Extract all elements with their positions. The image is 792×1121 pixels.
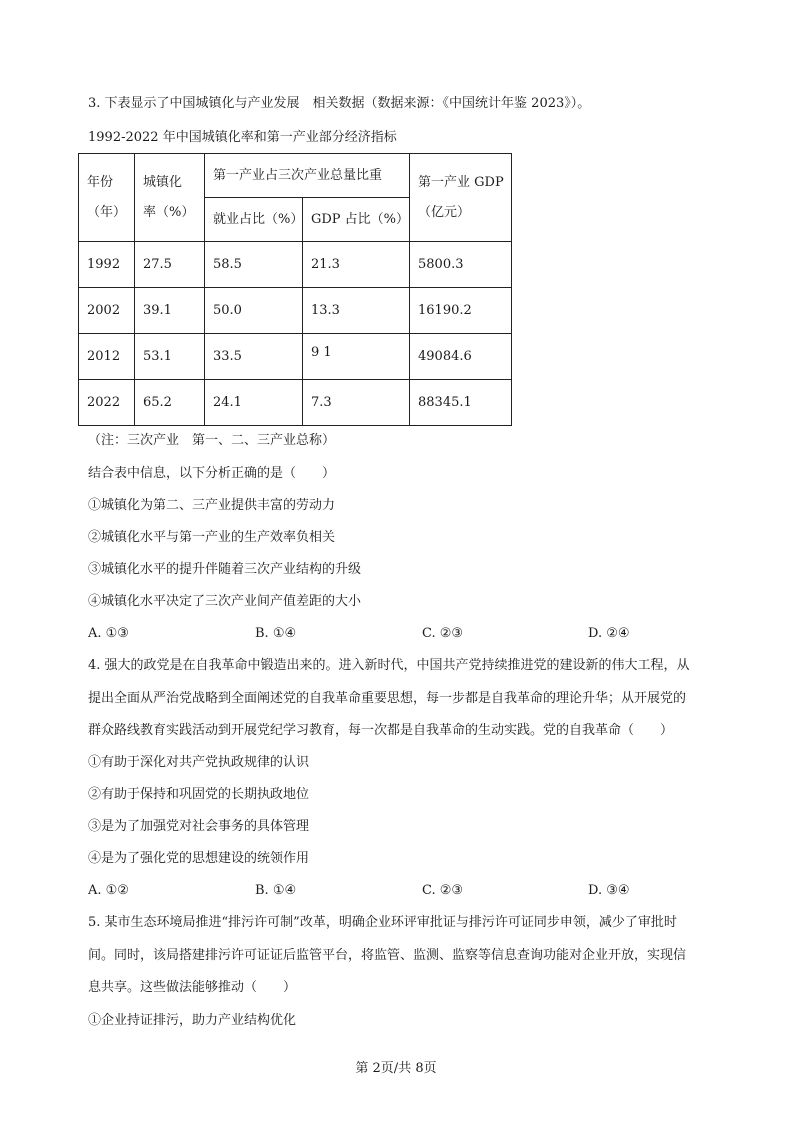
cell-primary-gdp: 16190.2 — [410, 288, 512, 334]
q5-stem-line-2: 间。同时，该局搭建排污许可证证后监管平台，将监管、监测、监察等信息查询功能对企业开放，实现信 — [88, 948, 687, 963]
q4-stem-line-3: 群众路线教育实践活动到开展党纪学习教育，每一次都是自我革命的生动实践。党的自我革命（ ） — [88, 723, 674, 738]
q5-item-1: ①企业持证排污，助力产业结构优化 — [88, 1013, 297, 1028]
header-urbanization: 城镇化 率（%） — [135, 154, 205, 242]
header-primary-share-group: 第一产业占三次产业总量比重 — [205, 154, 410, 198]
q3-item-4: ④城镇化水平决定了三次产业间产值差距的大小 — [88, 594, 362, 609]
q5-stem-line-3: 息共享。这些做法能够推动（ ） — [88, 980, 297, 995]
option-b[interactable]: B. ①④ — [255, 883, 297, 898]
q4-stem-line-1: 4. 强大的政党是在自我革命中锻造出来的。进入新时代，中国共产党持续推进党的建设新的伟大工程，从 — [88, 658, 690, 673]
cell-year: 2002 — [79, 288, 135, 334]
header-gdp-share: GDP 占比（%） — [303, 198, 410, 242]
cell-employment-share: 33.5 — [205, 334, 303, 380]
table-row — [79, 334, 512, 380]
cell-urbanization: 53.1 — [135, 334, 205, 380]
cell-employment-share: 58.5 — [205, 242, 303, 288]
cell-primary-gdp: 49084.6 — [410, 334, 512, 380]
cell-year: 2022 — [79, 380, 135, 426]
cell-gdp-share: 7.3 — [303, 380, 410, 426]
q4-item-1: ①有助于深化对共产党执政规律的认识 — [88, 755, 310, 770]
q4-item-2: ②有助于保持和巩固党的长期执政地位 — [88, 787, 310, 802]
header-primary-gdp: 第一产业 GDP （亿元） — [410, 154, 512, 242]
q5-stem-line-1: 5. 某市生态环境局推进“排污许可制”改革，明确企业环评审批证与排污许可证同步申领，减少了审批时 — [88, 915, 677, 930]
q3-item-2: ②城镇化水平与第一产业的生产效率负相关 — [88, 530, 336, 545]
q3-options — [88, 625, 708, 643]
cell-urbanization: 27.5 — [135, 242, 205, 288]
q4-options — [88, 882, 708, 900]
cell-gdp-share: 9 1 — [303, 334, 410, 380]
cell-year: 2012 — [79, 334, 135, 380]
cell-year: 1992 — [79, 242, 135, 288]
option-a[interactable]: A. ①③ — [88, 626, 129, 641]
q3-item-1: ①城镇化为第二、三产业提供丰富的劳动力 — [88, 498, 336, 513]
option-c[interactable]: C. ②③ — [422, 883, 464, 898]
data-table — [78, 153, 512, 426]
q3-question: 结合表中信息，以下分析正确的是（ ） — [88, 466, 336, 481]
cell-urbanization: 39.1 — [135, 288, 205, 334]
q3-table-title: 1992-2022 年中国城镇化率和第一产业部分经济指标 — [88, 130, 397, 145]
option-c[interactable]: C. ②③ — [422, 626, 464, 641]
q4-item-4: ④是为了强化党的思想建设的统领作用 — [88, 851, 310, 866]
q3-stem: 3. 下表显示了中国城镇化与产业发展 相关数据（数据来源：《中国统计年鉴 2023》）。 — [88, 96, 591, 111]
table-row — [79, 242, 512, 288]
option-a[interactable]: A. ①② — [88, 883, 129, 898]
option-d[interactable]: D. ③④ — [588, 883, 630, 898]
cell-gdp-share: 21.3 — [303, 242, 410, 288]
header-year: 年份 （年） — [79, 154, 135, 242]
cell-primary-gdp: 88345.1 — [410, 380, 512, 426]
q3-note: （注：三次产业 第一、二、三产业总称） — [88, 433, 336, 448]
cell-employment-share: 24.1 — [205, 380, 303, 426]
header-employment-share: 就业占比（%） — [205, 198, 303, 242]
q3-item-3: ③城镇化水平的提升伴随着三次产业结构的升级 — [88, 562, 362, 577]
page-footer: 第 2页/共 8页 — [355, 1061, 437, 1076]
option-d[interactable]: D. ②④ — [588, 626, 630, 641]
cell-employment-share: 50.0 — [205, 288, 303, 334]
cell-urbanization: 65.2 — [135, 380, 205, 426]
table-row — [79, 288, 512, 334]
table-row — [79, 380, 512, 426]
q4-stem-line-2: 提出全面从严治党战略到全面阐述党的自我革命重要思想，每一步都是自我革命的理论升华；从开展党的 — [88, 691, 687, 706]
cell-gdp-share: 13.3 — [303, 288, 410, 334]
cell-primary-gdp: 5800.3 — [410, 242, 512, 288]
q4-item-3: ③是为了加强党对社会事务的具体管理 — [88, 819, 310, 834]
option-b[interactable]: B. ①④ — [255, 626, 297, 641]
